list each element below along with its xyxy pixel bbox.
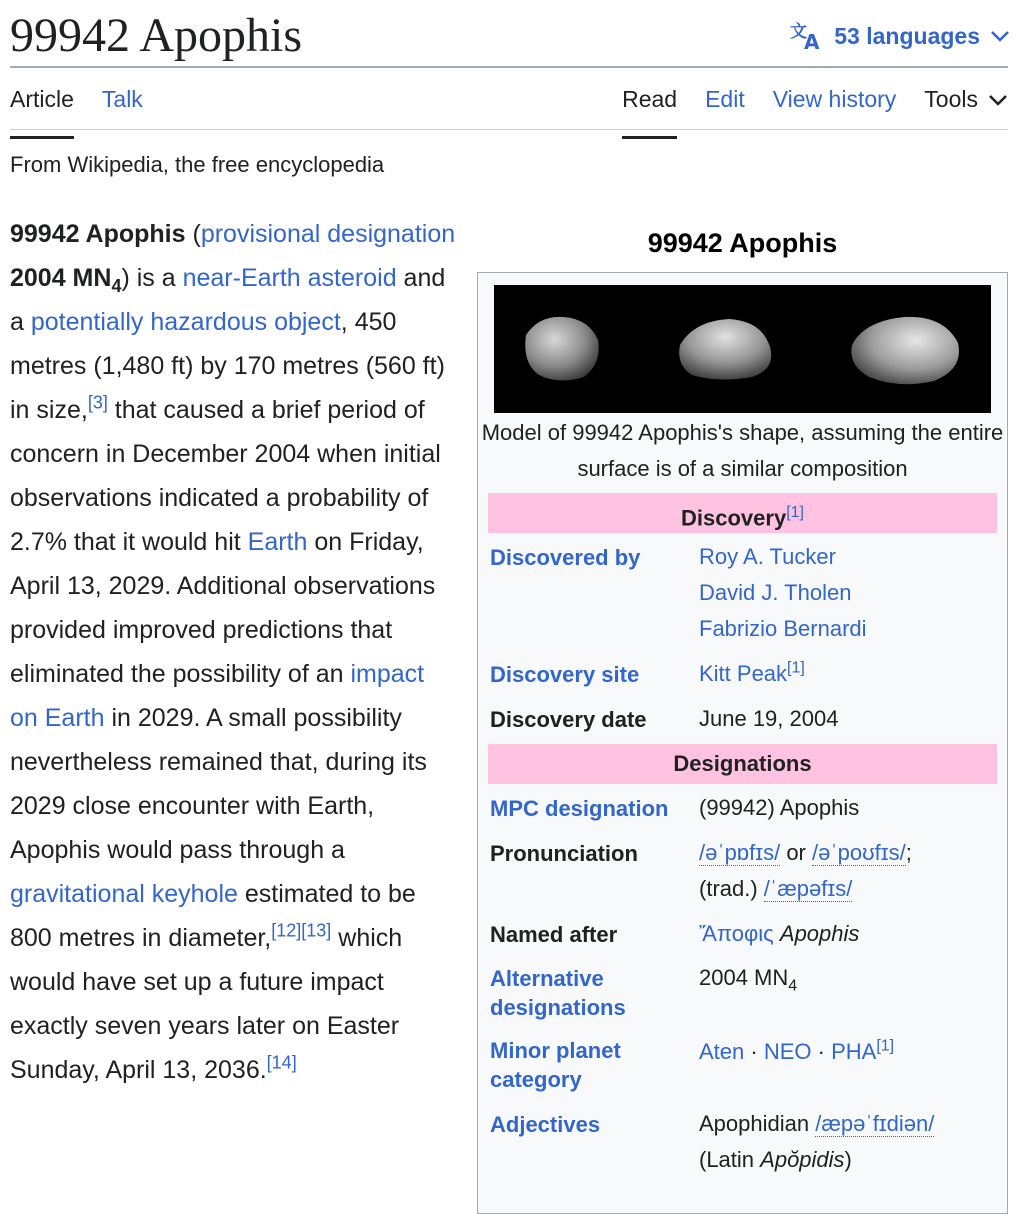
alternative-designations-label[interactable]: Alternative designations <box>490 966 626 1020</box>
text: ; <box>905 840 912 865</box>
header-label: Discovery <box>681 505 787 531</box>
reference-1[interactable]: [1] <box>876 1037 895 1055</box>
text: in 2029. A small possibility nevertheless remained that, during its 2029 close encounter with Earth, Apophis would pass through a <box>10 704 427 864</box>
tools-menu-button[interactable] <box>924 86 1008 125</box>
link-earth[interactable]: Earth <box>247 528 308 556</box>
ipa-link[interactable]: /əˈpoʊfɪs/ <box>812 840 906 865</box>
discoverer-link[interactable]: David J. Tholen <box>699 580 852 605</box>
text: or <box>780 840 812 865</box>
latin-name: Apophis <box>779 921 860 946</box>
infobox-title: 99942 Apophis <box>647 228 838 258</box>
page-title: 99942 Apophis <box>10 9 303 62</box>
text: ) <box>844 1147 852 1172</box>
alternative-designations-value <box>699 960 999 996</box>
reference-13[interactable]: [13] <box>301 920 332 941</box>
text: 2004 MN <box>699 965 789 990</box>
link-pha[interactable]: PHA <box>831 1039 877 1064</box>
reference-1[interactable]: [1] <box>786 504 804 521</box>
tab-article[interactable]: Article <box>10 86 74 125</box>
lead-paragraph <box>10 212 456 1092</box>
ipa-link[interactable]: /əˈpɒfɪs/ <box>699 840 781 865</box>
reference-14[interactable]: [14] <box>266 1052 297 1073</box>
ipa-link[interactable]: /æpəˈfɪdiən/ <box>815 1111 935 1136</box>
article-subject: 99942 Apophis <box>10 220 186 248</box>
mpc-designation-label[interactable]: MPC designation <box>490 796 669 821</box>
text: (trad.) <box>699 876 764 901</box>
separator: · <box>744 1039 764 1064</box>
pronunciation-label: Pronunciation <box>490 841 638 866</box>
reference-1[interactable]: [1] <box>787 659 805 677</box>
chevron-down-icon <box>990 29 1010 43</box>
svg-text:文: 文 <box>790 22 808 42</box>
discoverer-link[interactable]: Fabrizio Bernardi <box>699 616 867 641</box>
text: on Friday, April 13, 2029. Additional observations provided improved predictions that eliminated the possibility of an <box>10 528 436 688</box>
svg-text:A: A <box>804 30 820 51</box>
tab-read[interactable]: Read <box>622 86 677 125</box>
discoverers-list <box>699 539 999 647</box>
discovery-site-label[interactable]: Discovery site <box>490 662 640 687</box>
image-caption: Model of 99942 Apophis's shape, assuming the entire surface is of a similar composition <box>481 420 1004 481</box>
namespace-tabs <box>10 86 143 125</box>
text: ) is a <box>121 264 183 292</box>
text: estimated to be 800 metres in diameter, <box>10 880 416 952</box>
text: , 450 metres (1,480 ft) by 170 metres (560 ft) in size, <box>10 308 445 424</box>
text: (Latin <box>699 1147 761 1172</box>
minor-planet-category-value <box>699 1034 999 1070</box>
link-kitt-peak[interactable]: Kitt Peak <box>699 661 788 686</box>
view-tabs <box>622 86 1008 125</box>
ipa-link[interactable]: /ˈæpəfɪs/ <box>763 876 853 901</box>
tab-view-history[interactable]: View history <box>772 86 897 112</box>
text: that caused a brief period of concern in December 2004 when initial observations indicated a probability of 2.7% that it would hit <box>10 396 441 556</box>
subscript: 4 <box>788 977 798 995</box>
reference-3[interactable]: [3] <box>87 392 108 413</box>
link-aten[interactable]: Aten <box>699 1039 745 1064</box>
text: 2004 MN <box>10 264 112 292</box>
tab-talk[interactable]: Talk <box>101 86 143 112</box>
tools-label: Tools <box>924 86 978 112</box>
discovery-site-value <box>699 656 999 692</box>
separator: · <box>811 1039 832 1064</box>
tab-edit[interactable]: Edit <box>705 86 745 112</box>
infobox <box>477 272 1008 1214</box>
adjectives-value <box>699 1106 999 1178</box>
designations-header: Designations <box>488 744 997 784</box>
discovery-date-label: Discovery date <box>490 707 647 732</box>
text: Apophidian <box>699 1111 816 1136</box>
reference-12[interactable]: [12] <box>271 920 302 941</box>
languages-button[interactable] <box>790 18 1010 54</box>
link-neo[interactable]: NEO <box>763 1039 812 1064</box>
adjectives-label[interactable]: Adjectives <box>490 1112 601 1137</box>
pronunciation-value <box>699 835 999 907</box>
named-after-value <box>699 916 999 952</box>
tagline: From Wikipedia, the free encyclopedia <box>10 152 385 177</box>
latin-adjective: Apŏpidis <box>760 1147 845 1172</box>
discovered-by-label[interactable]: Discovered by <box>490 545 641 570</box>
discoverer-link[interactable]: Roy A. Tucker <box>699 544 836 569</box>
designation-text <box>10 264 122 296</box>
link-impact-on-earth[interactable]: impact on Earth <box>10 660 425 732</box>
translate-icon <box>790 21 824 51</box>
link-gravitational-keyhole[interactable]: gravitational keyhole <box>10 880 238 908</box>
languages-label: 53 languages <box>834 22 980 49</box>
text: ( <box>185 220 201 248</box>
link-provisional-designation[interactable]: provisional designation <box>200 220 456 248</box>
link-apophis-greek[interactable]: Ἄποφις <box>699 921 774 946</box>
named-after-label: Named after <box>490 922 618 947</box>
text: which would have set up a future impact exactly seven years later on Easter Sunday, April 13, 2036. <box>10 924 403 1084</box>
subscript: 4 <box>111 276 122 296</box>
minor-planet-category-label[interactable]: Minor planet category <box>490 1038 621 1092</box>
title-divider <box>10 66 1008 68</box>
discovery-date-value: June 19, 2004 <box>699 706 839 731</box>
tabs-divider <box>10 129 1008 130</box>
text: and a <box>10 264 446 336</box>
discovery-header <box>488 493 997 533</box>
asteroid-shape-model-image[interactable] <box>494 285 991 413</box>
link-potentially-hazardous-object[interactable]: potentially hazardous object <box>30 308 341 336</box>
chevron-down-icon <box>988 86 1008 113</box>
link-near-earth-asteroid[interactable]: near-Earth asteroid <box>182 264 397 292</box>
mpc-designation-value: (99942) Apophis <box>699 795 860 820</box>
